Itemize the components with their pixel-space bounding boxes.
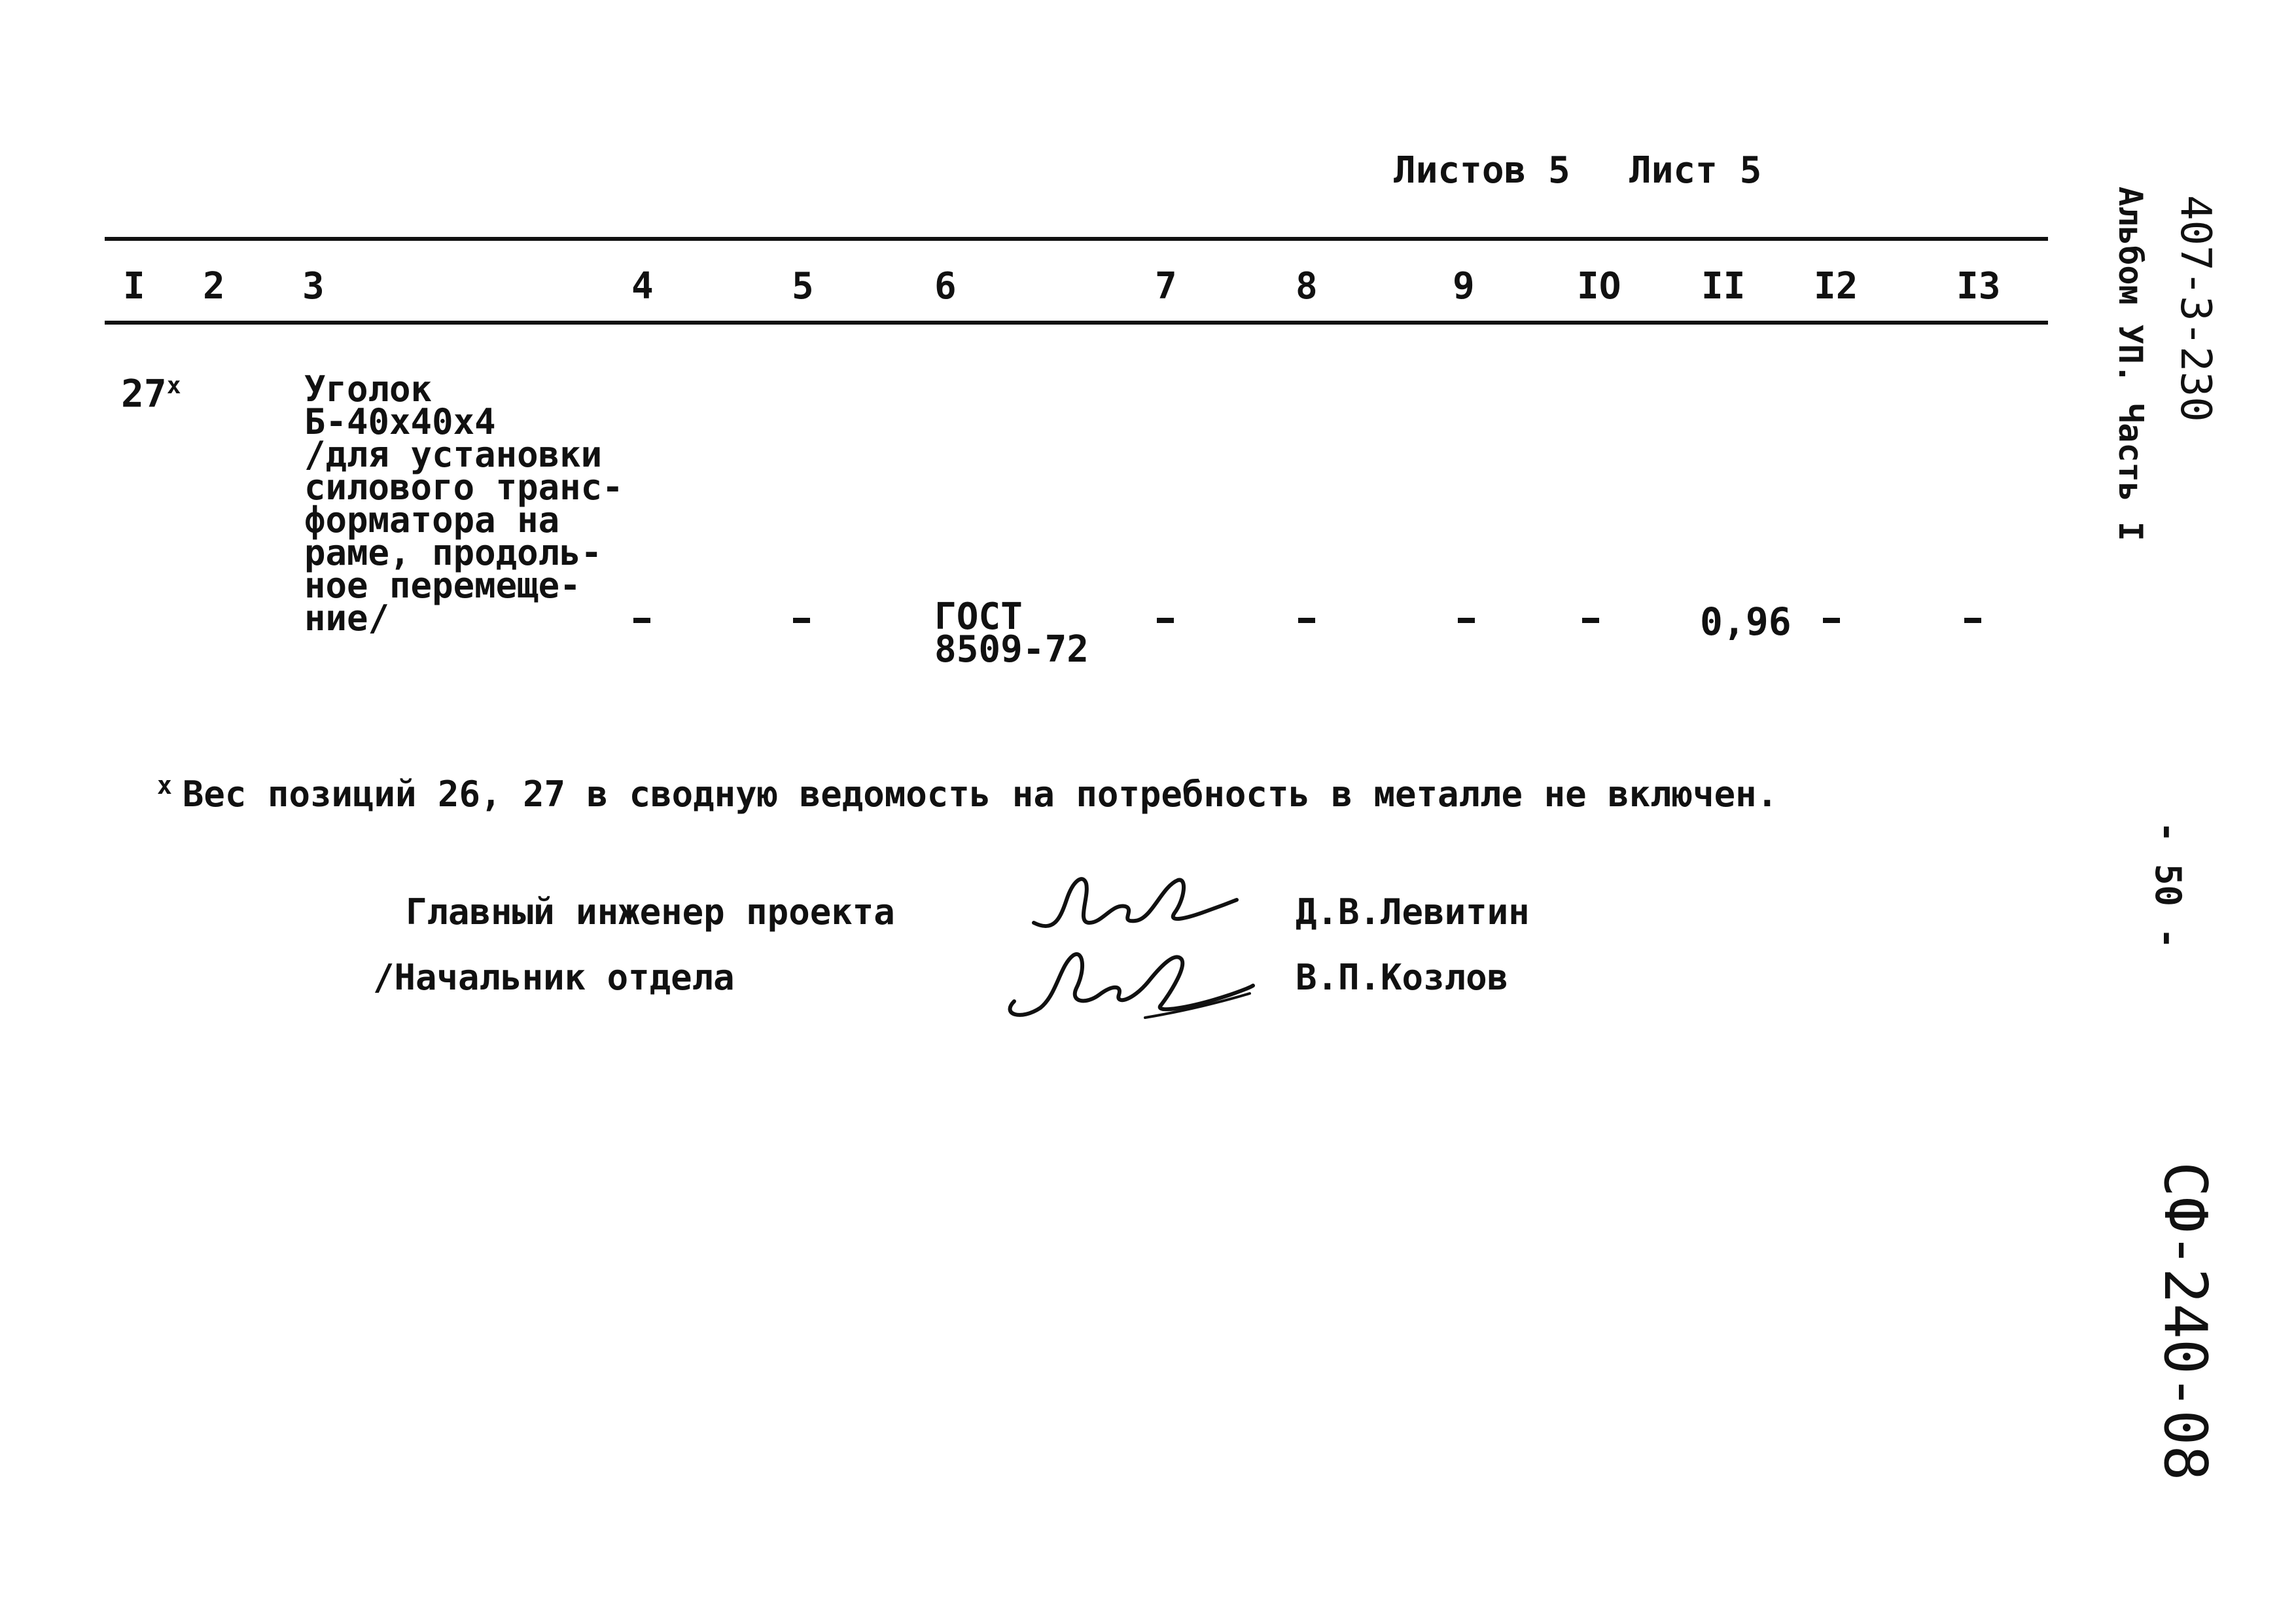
column-header-13: I3 (1956, 265, 2001, 308)
table-top-rule (105, 237, 2048, 241)
row-name-line: раме, продоль- (304, 532, 603, 573)
handwritten-signature-2 (995, 929, 1256, 1027)
column-header-2: 2 (203, 265, 225, 308)
handwritten-signature-1 (1021, 861, 1243, 939)
row-name-line: форматора на (304, 499, 560, 541)
row-dash-col9 (1458, 618, 1475, 623)
row-mass: 0,96 (1700, 599, 1792, 644)
column-header-6: 6 (934, 265, 957, 308)
row-dash-col4 (633, 618, 650, 623)
signature-role-department-head: /Начальник отдела (373, 957, 735, 998)
column-header-11: II (1701, 265, 1746, 308)
margin-album-code: 407-3-230 (2171, 195, 2219, 422)
sheets-total: Листов 5 (1394, 149, 1570, 192)
margin-album-part: Альбом УП. Часть I (2111, 187, 2149, 541)
row-dash-col12 (1823, 618, 1840, 623)
row-standard (934, 596, 1089, 671)
column-header-8: 8 (1296, 265, 1318, 308)
table-header-rule (105, 321, 2048, 325)
sheet-number: Лист 5 (1629, 149, 1762, 192)
signature-name-levitin: Д.В.Левитин (1296, 891, 1530, 933)
row-position-number: 27 (121, 371, 167, 416)
row-name-line: Б-40х40х4 (304, 401, 496, 442)
row-dash-col8 (1298, 618, 1315, 623)
column-header-5: 5 (792, 265, 814, 308)
row-position-mark: x (166, 372, 181, 399)
row-name (304, 368, 624, 639)
column-header-9: 9 (1453, 265, 1475, 308)
row-dash-col7 (1157, 618, 1174, 623)
margin-document-code: СФ-240-08 (2151, 1162, 2219, 1481)
row-name-line: ное перемеще- (304, 565, 581, 606)
signature-name-kozlov: В.П.Козлов (1296, 957, 1509, 998)
footnote-mark: x (157, 771, 172, 800)
row-name-line: /для установки (304, 434, 603, 475)
row-dash-col5 (793, 618, 810, 623)
row-name-line: Уголок (304, 368, 433, 410)
column-header-12: I2 (1814, 265, 1858, 308)
column-header-7: 7 (1155, 265, 1177, 308)
row-standard-line1: ГОСТ (934, 596, 1023, 638)
row-dash-col10 (1582, 618, 1599, 623)
column-header-10: IO (1577, 265, 1621, 308)
column-header-3: 3 (302, 265, 325, 308)
row-name-line: силового транс- (304, 467, 624, 508)
column-header-1: I (123, 265, 145, 308)
signature-role-chief-engineer: Главный инженер проекта (406, 891, 895, 933)
row-standard-line2: 8509-72 (934, 628, 1089, 671)
column-header-4: 4 (631, 265, 654, 308)
row-position (121, 370, 181, 416)
margin-page-number: - 50 - (2147, 821, 2189, 950)
footnote (157, 771, 1778, 815)
row-name-line: ние/ (304, 597, 390, 639)
row-dash-col13 (1964, 618, 1981, 623)
footnote-text: Вес позиций 26, 27 в сводную ведомость на потребность в металле не включен. (182, 774, 1778, 815)
